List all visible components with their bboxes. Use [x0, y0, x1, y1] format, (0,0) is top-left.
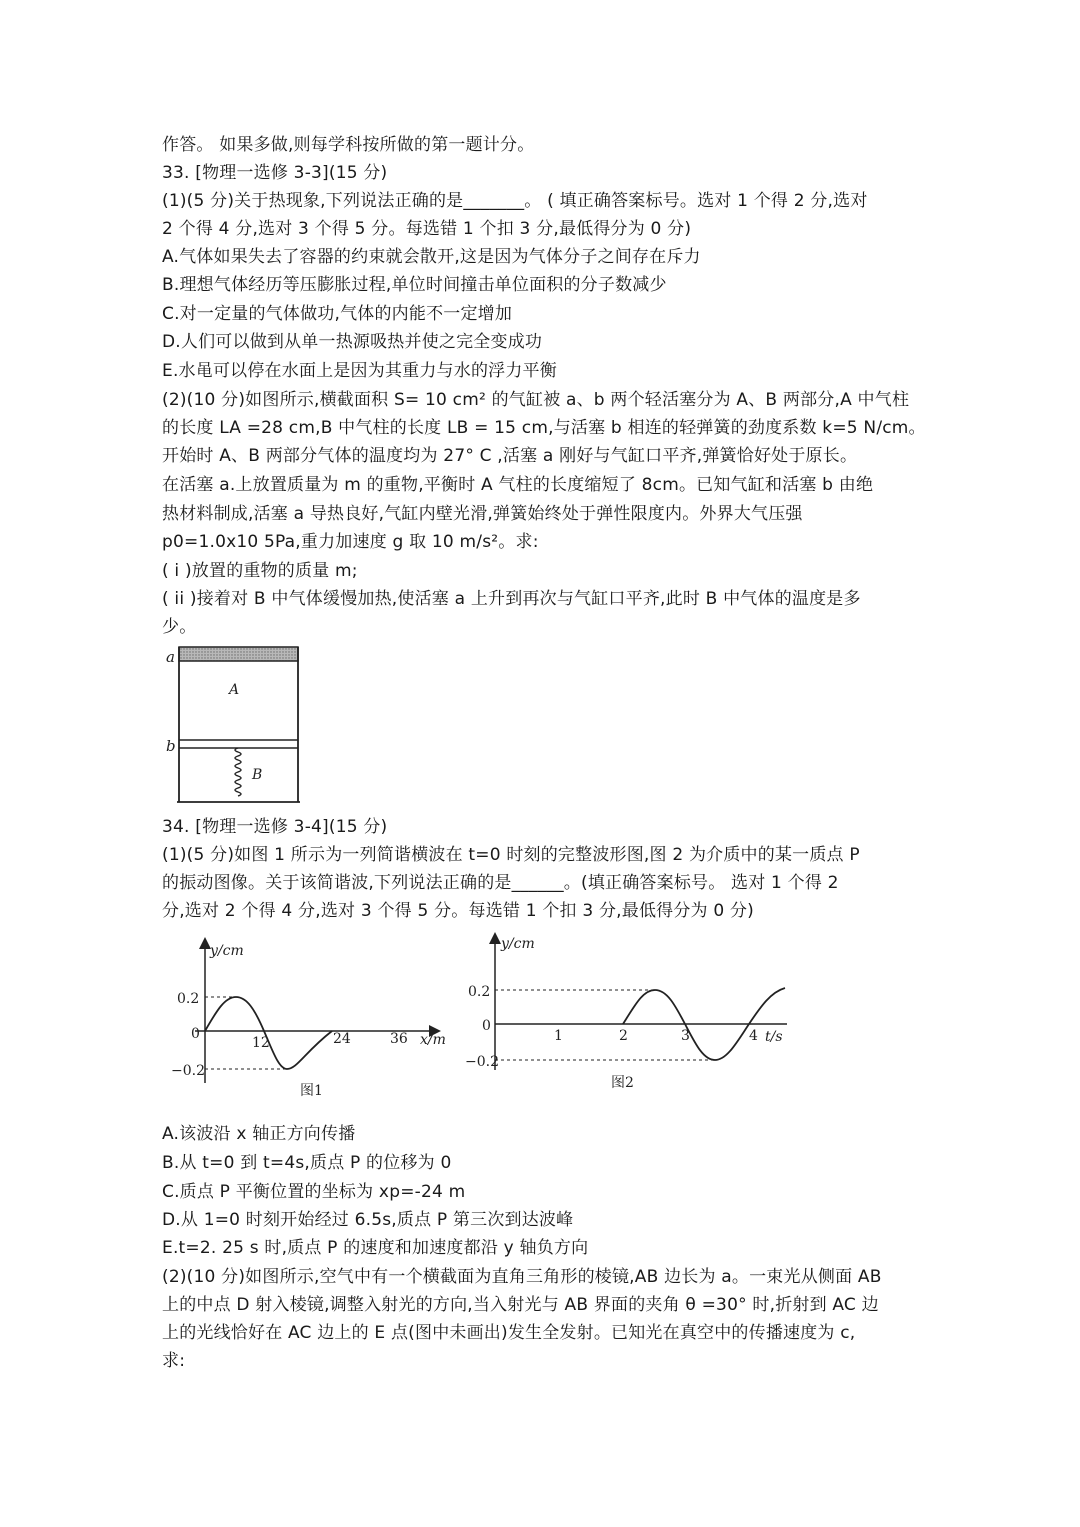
cylinder-figure	[165, 642, 305, 807]
option-e: E.水黾可以停在水面上是因为其重力与水的浮力平衡	[162, 361, 557, 381]
x-tick-label: 1	[554, 1028, 563, 1044]
text-line: (1)(5 分)如图 1 所示为一列简谐横波在 t=0 时刻的完整波形图,图 2 为介质中的某一质点 P	[162, 845, 860, 865]
question-33-heading: 33. [物理一选修 3-3](15 分)	[162, 163, 388, 183]
x-tick-label: 3	[681, 1028, 690, 1044]
text-line: (2)(10 分)如图所示,横截面积 S= 10 cm² 的气缸被 a、b 两个轻活塞分为 A、B 两部分,A 中气柱	[162, 390, 910, 410]
label-gas-b: B	[252, 767, 263, 783]
figure-caption: 图2	[611, 1075, 634, 1091]
text-line: (2)(10 分)如图所示,空气中有一个横截面为直角三角形的棱镜,AB 边长为 a。一束光从侧面 AB	[162, 1267, 882, 1287]
text-line: 的长度 LA =28 cm,B 中气柱的长度 LB = 15 cm,与活塞 b 相连的轻弹簧的劲度系数 k=5 N/cm。	[162, 418, 926, 438]
y-axis-label: y/cm	[501, 936, 535, 952]
label-b: b	[166, 737, 176, 755]
y-axis-label: y/cm	[210, 943, 244, 959]
label-a: a	[166, 648, 175, 666]
text-line: 在活塞 a.上放置质量为 m 的重物,平衡时 A 气柱的长度缩短了 8cm。已知气缸和活塞 b 由绝	[162, 475, 874, 495]
x-axis-label: t/s	[765, 1029, 783, 1045]
question-34-heading: 34. [物理一选修 3-4](15 分)	[162, 817, 388, 837]
wave-figure-1	[165, 935, 450, 1100]
option-c: C.对一定量的气体做功,气体的内能不一定增加	[162, 304, 513, 324]
y-tick-label: −0.2	[171, 1063, 205, 1079]
text-line: 作答。 如果多做,则每学科按所做的第一题计分。	[162, 135, 535, 155]
option-c: C.质点 P 平衡位置的坐标为 xp=-24 m	[162, 1182, 466, 1202]
y-tick-label: 0	[191, 1026, 200, 1042]
text-line: 开始时 A、B 两部分气体的温度均为 27° C ,活塞 a 刚好与气缸口平齐,弹簧恰好处于原长。	[162, 446, 858, 466]
y-tick-label: 0	[482, 1018, 491, 1034]
text-line: 上的中点 D 射入棱镜,调整入射光的方向,当入射光与 AB 界面的夹角 θ =30° 时,折射到 AC 边	[162, 1295, 879, 1315]
text-line: 分,选对 2 个得 4 分,选对 3 个得 5 分。每选错 1 个扣 3 分,最低得分为 0 分)	[162, 901, 755, 921]
option-b: B.理想气体经历等压膨胀过程,单位时间撞击单位面积的分子数减少	[162, 275, 667, 295]
text-line: 的振动图像。关于该简谐波,下列说法正确的是______。(填正确答案标号。 选对 1 个得 2	[162, 873, 839, 893]
text-line: p0=1.0x10 5Pa,重力加速度 g 取 10 m/s²。求:	[162, 532, 539, 552]
option-d: D.从 1=0 时刻开始经过 6.5s,质点 P 第三次到达波峰	[162, 1210, 574, 1230]
sub-question-ii: ( ii )接着对 B 中气体缓慢加热,使活塞 a 上升到再次与气缸口平齐,此时 B 中气体的温度是多	[162, 589, 861, 609]
option-a: A.气体如果失去了容器的约束就会散开,这是因为气体分子之间存在斥力	[162, 247, 701, 267]
text-line: 热材料制成,活塞 a 导热良好,气缸内壁光滑,弹簧始终处于弹性限度内。外界大气压强	[162, 504, 803, 524]
x-tick-label: 24	[333, 1031, 351, 1047]
option-e: E.t=2. 25 s 时,质点 P 的速度和加速度都沿 y 轴负方向	[162, 1238, 589, 1258]
option-d: D.人们可以做到从单一热源吸热并使之完全变成功	[162, 332, 543, 352]
piston-a	[179, 647, 298, 661]
sub-question-i: ( i )放置的重物的质量 m;	[162, 561, 358, 581]
wave-figure-2	[465, 930, 800, 1095]
option-b: B.从 t=0 到 t=4s,质点 P 的位移为 0	[162, 1153, 452, 1173]
y-tick-label: 0.2	[177, 991, 200, 1007]
option-a: A.该波沿 x 轴正方向传播	[162, 1124, 356, 1144]
x-tick-label: 36	[390, 1031, 408, 1047]
label-gas-a: A	[229, 682, 240, 698]
text-line: 少。	[162, 617, 197, 637]
x-tick-label: 2	[619, 1028, 628, 1044]
wave-curve	[205, 997, 332, 1069]
spring-icon	[235, 748, 241, 796]
x-tick-label: 12	[252, 1035, 270, 1051]
text-line: 2 个得 4 分,选对 3 个得 5 分。每选错 1 个扣 3 分,最低得分为 0 分)	[162, 219, 692, 239]
y-tick-label: −0.2	[465, 1054, 499, 1070]
text-line: 求:	[162, 1351, 186, 1371]
x-tick-label: 4	[749, 1028, 758, 1044]
y-tick-label: 0.2	[468, 984, 491, 1000]
text-line: (1)(5 分)关于热现象,下列说法正确的是_______。 ( 填正确答案标号。选对 1 个得 2 分,选对	[162, 191, 868, 211]
text-line: 上的光线恰好在 AC 边上的 E 点(图中未画出)发生全发射。已知光在真空中的传播速度为 c,	[162, 1323, 856, 1343]
x-axis-label: x/m	[420, 1032, 446, 1048]
figure-caption: 图1	[300, 1083, 323, 1099]
